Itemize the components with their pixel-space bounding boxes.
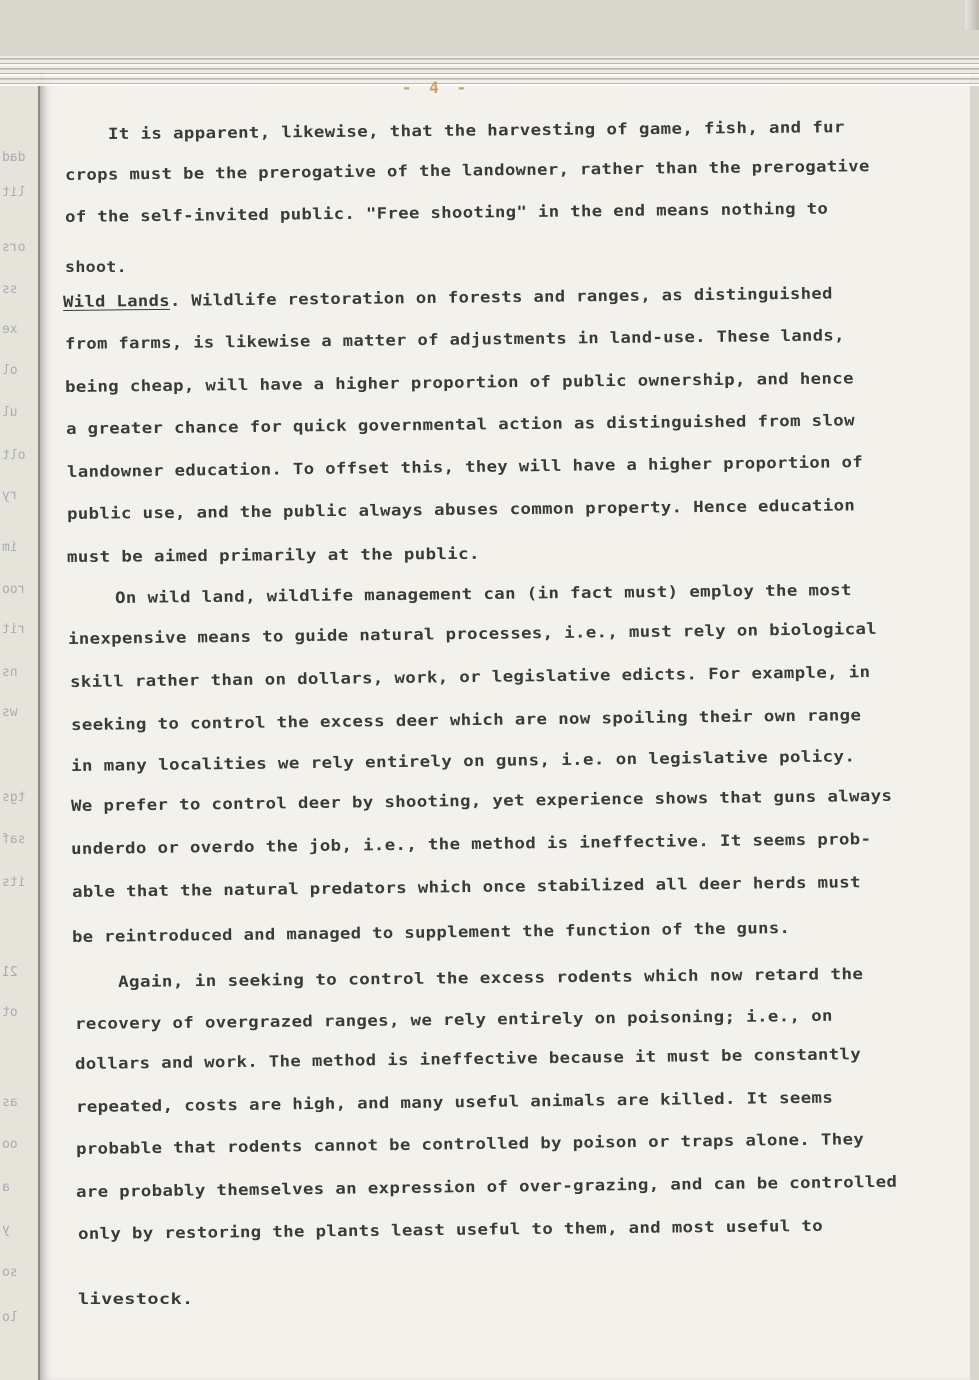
line-text: . Wildlife restoration on forests and ranges, as distinguished xyxy=(169,284,833,310)
line-text: It is apparent, likewise, that the harvesting of game, fish, and fur xyxy=(107,118,845,143)
bleed-text: olt xyxy=(2,448,26,463)
line-text: dollars and work. The method is ineffective because it must be constantly xyxy=(74,1045,862,1073)
bleed-text: im xyxy=(2,540,18,555)
bleed-text: lo xyxy=(2,1310,18,1325)
bleed-text: dad xyxy=(2,150,26,165)
text-line xyxy=(65,258,127,276)
line-text: On wild land, wildlife management can (in fact must) employ the most xyxy=(114,580,852,607)
line-text: shoot. xyxy=(65,258,127,276)
line-text: livestock. xyxy=(78,1290,194,1308)
line-text: inexpensive means to guide natural processes, i.e., must rely on biological xyxy=(67,619,878,648)
bleed-text: lit xyxy=(2,185,26,200)
page-edge xyxy=(965,0,979,30)
line-text: underdo or overdo the job, i.e., the method is ineffective. It seems prob- xyxy=(70,830,872,858)
line-text: public use, and the public always abuses common property. Hence education xyxy=(66,496,856,523)
line-text: from farms, is likewise a matter of adjustments in land-use. These lands, xyxy=(64,326,845,353)
line-text: are probably themselves an expression of over-grazing, and can be controlled xyxy=(75,1172,898,1201)
line-text: recovery of overgrazed ranges, we rely entirely on poisoning; i.e., on xyxy=(74,1006,833,1033)
line-text: landowner education. To offset this, they will have a higher proportion of xyxy=(66,453,864,481)
bleed-text: ul xyxy=(2,405,18,420)
bleed-text: ors xyxy=(2,240,26,255)
bleed-text: y xyxy=(2,1222,10,1237)
bleed-text: as xyxy=(2,1095,18,1110)
line-text: repeated, costs are high, and many useful animals are killed. It seems xyxy=(75,1088,834,1116)
line-text: be reintroduced and managed to supplement the function of the guns. xyxy=(71,918,791,946)
bleed-text: ot xyxy=(2,1005,18,1020)
line-text: probable that rodents cannot be controlled by poison or traps alone. They xyxy=(75,1130,865,1158)
bleed-text: ol xyxy=(2,363,18,378)
bleed-text: rit xyxy=(2,622,26,637)
bleed-text: xe xyxy=(2,322,18,337)
bleed-text: ry xyxy=(2,488,18,503)
line-text: being cheap, will have a higher proportion of public ownership, and hence xyxy=(64,369,854,396)
line-text: of the self-invited public. "Free shooting" in the end means nothing to xyxy=(64,199,829,226)
bleed-text: oo xyxy=(2,1137,18,1152)
bleed-text: a xyxy=(2,1180,10,1195)
scan-artifact xyxy=(0,56,979,86)
bleed-text: 21 xyxy=(2,965,18,980)
bleed-text: roo xyxy=(2,582,26,597)
bleed-text: ws xyxy=(2,705,18,720)
line-text: able that the natural predators which once stabilized all deer herds must xyxy=(71,873,861,901)
bleed-text: ss xyxy=(2,282,18,297)
page-number: - 4 - xyxy=(401,78,471,97)
text-line xyxy=(78,1290,194,1308)
text-line xyxy=(67,545,480,566)
line-text: skill rather than on dollars, work, or legislative edicts. For example, in xyxy=(69,663,871,691)
bleed-text: tgs xyxy=(2,790,26,805)
line-text: crops must be the prerogative of the landowner, rather than the prerogative xyxy=(64,157,870,184)
line-text: a greater chance for quick governmental action as distinguished from slow xyxy=(65,411,855,438)
line-text: must be aimed primarily at the public. xyxy=(66,544,480,566)
bleed-text: ns xyxy=(2,665,18,680)
line-text: in many localities we rely entirely on guns, i.e. on legislative policy. xyxy=(70,747,856,775)
bleed-text: so xyxy=(2,1265,18,1280)
bleed-text: saf xyxy=(2,832,26,847)
line-text: only by restoring the plants least useful to them, and most useful to xyxy=(77,1216,824,1243)
line-text: We prefer to control deer by shooting, yet experience shows that guns always xyxy=(70,786,893,815)
bleed-text: its xyxy=(2,875,26,890)
line-text: seeking to control the excess deer which are now spoiling their own range xyxy=(70,706,862,734)
line-text: Again, in seeking to control the excess rodents which now retard the xyxy=(117,964,864,991)
section-heading: Wild Lands xyxy=(62,291,171,311)
